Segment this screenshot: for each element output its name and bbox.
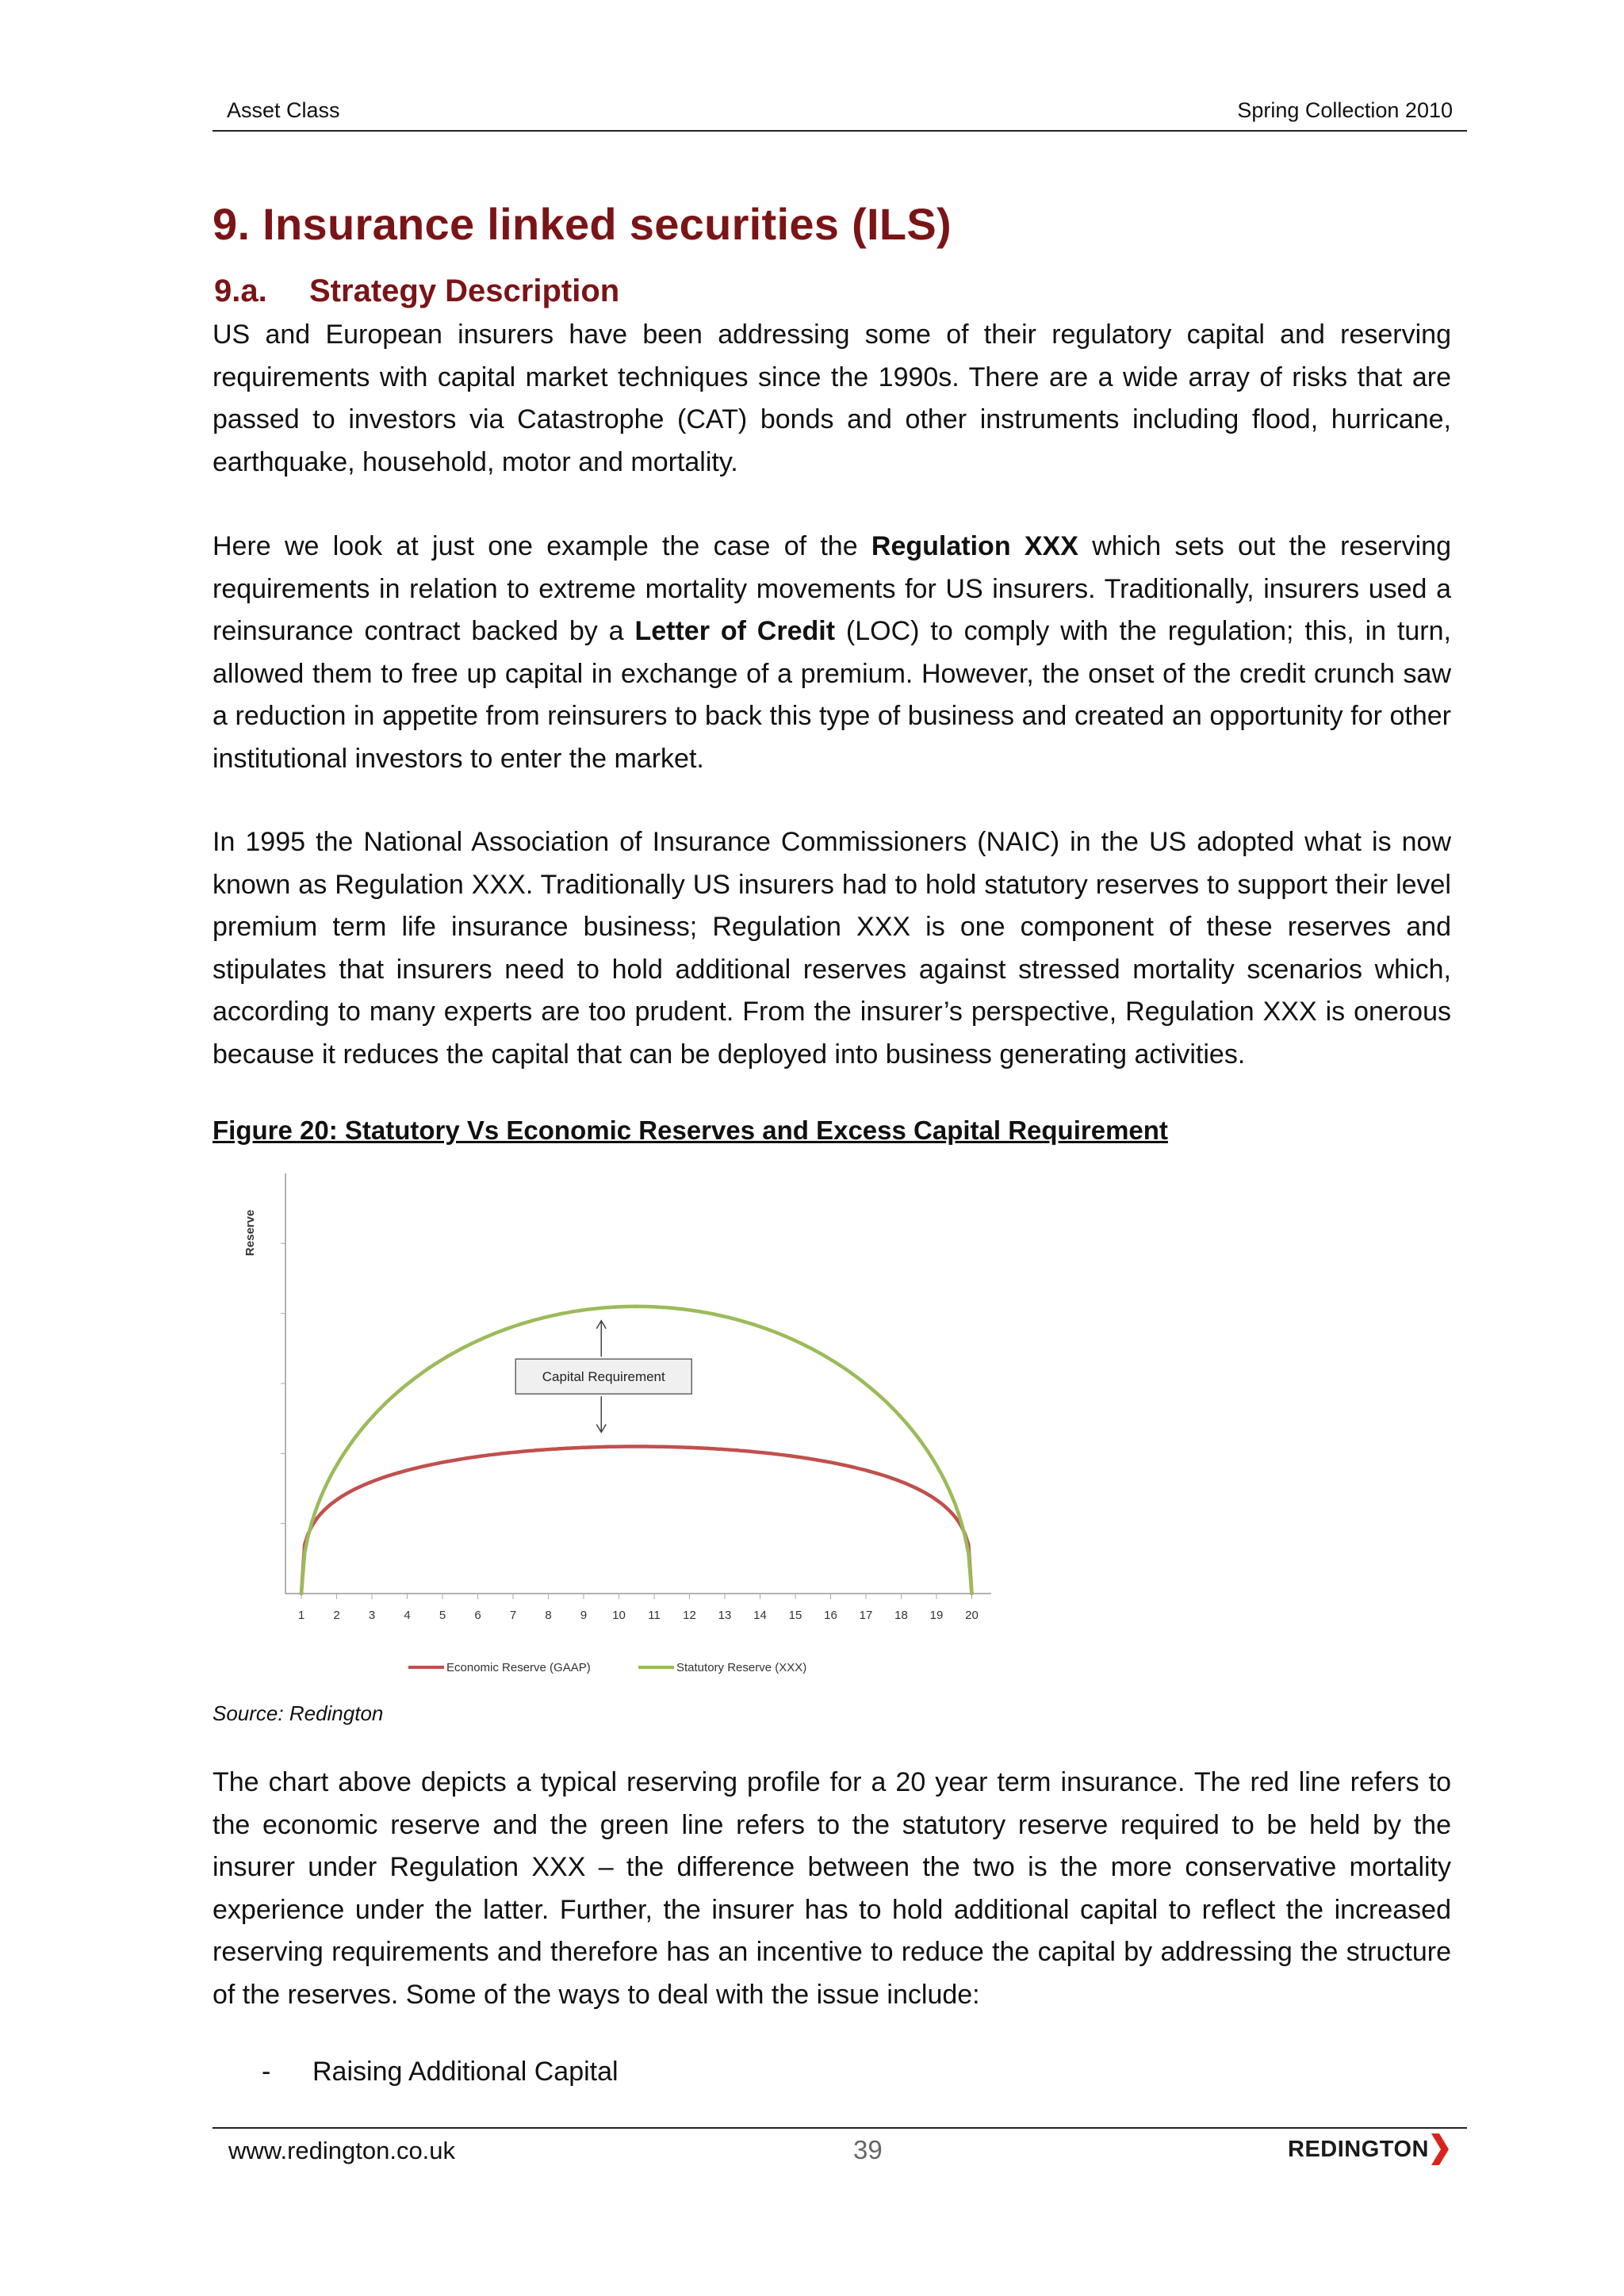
subsection-heading <box>214 274 619 309</box>
x-tick-label: 16 <box>824 1609 837 1622</box>
x-tick-label: 12 <box>683 1609 696 1622</box>
bullet-text: Raising Additional Capital <box>312 2057 619 2087</box>
x-tick-label: 18 <box>894 1609 908 1622</box>
para2-text-3: (LOC) to comply with the regulation; this, in turn, allowed them to free up capital in exchange of a premium. However, the onset of the credit crunch saw a reduction in appetite from reinsurers to back this type of business and created an opportunity for other institutional investors to enter the market. <box>213 616 1451 774</box>
figure-source: Source: Redington <box>213 1701 384 1725</box>
letter-of-credit-bold: Letter of Credit <box>634 616 836 646</box>
x-tick-label: 15 <box>788 1609 802 1622</box>
page-number: 39 <box>853 2135 883 2164</box>
x-tick-label: 5 <box>439 1609 446 1622</box>
x-tick-label: 11 <box>648 1609 661 1622</box>
x-tick-label: 4 <box>404 1609 411 1622</box>
annotation-label: Capital Requirement <box>542 1369 665 1385</box>
regulation-xxx-bold: Regulation XXX <box>871 531 1078 561</box>
x-tick-label: 1 <box>297 1609 305 1622</box>
x-tick-label: 2 <box>333 1609 340 1622</box>
x-tick-label: 9 <box>580 1609 588 1622</box>
paragraph-naic: In 1995 the National Association of Insurance Commissioners (NAIC) in the US adopted what is now known as Regulation XXX. Traditionally US insurers had to hold statutory reserves to support their level premium term life insurance business; Regulation XXX is one component of these reserves and stipulates that insurers need to hold additional reserves against stressed mortality scenarios which, according to many experts are too prudent. From the insurer’s perspective, Regulation XXX is onerous because it reduces the capital that can be deployed into business generating activities. <box>213 827 1451 1070</box>
section-heading: 9. Insurance linked securities (ILS) <box>213 199 952 249</box>
series-line-statutory <box>301 1307 972 1594</box>
y-axis-label: Reserve <box>243 1209 257 1257</box>
bullet-dash: - <box>262 2057 271 2087</box>
paragraph-intro: US and European insurers have been addressing some of their regulatory capital and reserving requirements with capital market techniques since the 1990s. There are a wide array of risks that are passed to investors via Catastrophe (CAT) bonds and other instruments including flood, hurricane, earthquake, household, motor and mortality. <box>213 320 1451 477</box>
subsection-title: Strategy Description <box>309 274 620 308</box>
x-tick-label: 10 <box>612 1609 626 1622</box>
paragraph-regulation-xxx <box>213 526 1451 780</box>
series-line-economic <box>301 1447 972 1594</box>
header-section-title: Asset Class <box>227 98 340 122</box>
x-tick-label: 14 <box>753 1609 767 1622</box>
redington-logo <box>1288 2133 1450 2165</box>
subsection-number: 9.a. <box>214 274 267 308</box>
reserve-chart <box>230 1165 1007 1689</box>
para2-text-1: Here we look at just one example the case of the <box>213 531 871 561</box>
paragraph-chart-explanation: The chart above depicts a typical reserving profile for a 20 year term insurance. The red line refers to the economic reserve and the green line refers to the statutory reserve required to be held by the insurer under Regulation XXX – the difference between the two is the more conservative mortality experience under the latter. Further, the insurer has to hold additional capital to reflect the increased reserving requirements and therefore has an incentive to reduce the capital by addressing the structure of the reserves. Some of the ways to deal with the issue include: <box>213 1767 1451 2010</box>
x-tick-label: 17 <box>859 1609 873 1622</box>
logo-wordmark: REDINGTON <box>1288 2136 1429 2162</box>
x-tick-label: 19 <box>929 1609 944 1622</box>
x-tick-label: 3 <box>368 1609 376 1622</box>
para2-text-2: which sets out the reserving requirements in relation to extreme mortality movements for US insurers. Traditionally, insurers used a reinsurance contract backed by a <box>213 531 1451 646</box>
figure-title: Figure 20: Statutory Vs Economic Reserves and Excess Capital Requirement <box>213 1115 1168 1145</box>
page-footer <box>213 2127 1467 2184</box>
x-tick-label: 6 <box>474 1609 481 1622</box>
x-tick-label: 8 <box>545 1609 552 1622</box>
list-item <box>262 2057 619 2087</box>
chart-plot-area <box>281 1173 991 1674</box>
x-tick-label: 20 <box>965 1609 979 1622</box>
header-collection-title: Spring Collection 2010 <box>1237 98 1453 122</box>
legend-label-economic: Economic Reserve (GAAP) <box>446 1661 591 1674</box>
x-tick-label: 7 <box>509 1609 517 1622</box>
footer-url[interactable]: www.redington.co.uk <box>228 2137 456 2164</box>
chevron-right-icon <box>1429 2133 1450 2165</box>
legend-label-statutory: Statutory Reserve (XXX) <box>676 1661 807 1674</box>
page-header <box>213 95 1467 132</box>
x-tick-label: 13 <box>718 1609 732 1622</box>
